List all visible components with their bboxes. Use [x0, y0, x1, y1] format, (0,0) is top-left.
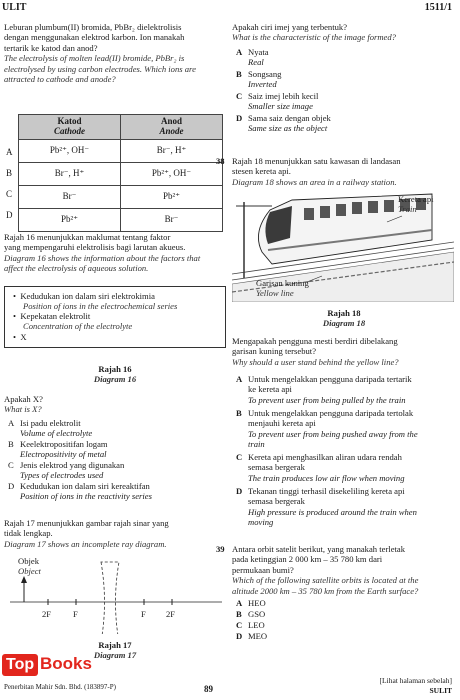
q-electrolysis-intro: Leburan plumbum(II) bromida, PbBr₂ dielektrolisis dengan menggunakan elektrod karbon. Ion manakah tertarik ke katod dan anod? The electrolysis of molten lead(II) bromide, PbBr₂ is electrolysed by using carbon electrodes. Which ions are attracted to cathode and anode? [4, 22, 196, 85]
object-arrow-head [21, 576, 27, 583]
box-item: • Kedudukan ion dalam siri elektrokimia Position of ions in the electrochemical series [13, 291, 178, 312]
table-row: Br⁻ Pb²⁺ [19, 185, 223, 208]
page-number: 89 [204, 684, 213, 694]
q38b-stem: Mengapakah pengguna mesti berdiri dibelakang garisan kuning tersebut? Why should a user stand behind the yellow line? [232, 336, 399, 367]
publisher-note: Penerbitan Mahir Sdn. Bhd. (183897-P) [4, 683, 116, 691]
footer-sulit: SULIT [429, 686, 452, 695]
table-row: Pb²⁺, OH⁻ Br⁻, H⁺ [19, 139, 223, 162]
col-cathode: Katod Cathode [19, 115, 121, 140]
train-label: Kereta api Train [398, 194, 434, 215]
q39-number: 39 [216, 544, 225, 554]
label-2f-left: 2F [42, 609, 52, 619]
q17-stem: Rajah 17 menunjukkan gambar rajah sinar yang tidak lengkap. Diagram 17 shows an incomplete ray diagram. [4, 518, 169, 549]
diagram16-caption: Rajah 16 Diagram 16 [93, 364, 137, 385]
concave-lens [101, 562, 119, 634]
yellow-line-label: Garisan kuning Yellow line [256, 278, 309, 299]
table-row: Br⁻, H⁺ Pb²⁺, OH⁻ [19, 162, 223, 185]
option-label-a: A [6, 147, 13, 157]
q16-stem: Rajah 16 menunjukkan maklumat tentang faktor yang mempengaruhi elektrolisis bagi larutan akueus. Diagram 16 shows the information about the factors that affect the electrolysis of aqueous solution. [4, 232, 201, 274]
image-options: A Nyata Real B Songsang Inverted C Saiz imej lebih kecil Smaller size image D Sama saiz dengan objek Same size as the object [236, 47, 331, 134]
ion-options-table [18, 114, 223, 232]
topbooks-logo: Top Books [0, 650, 120, 682]
box-item: • Kepekatan elektrolit Concentration of the electrolyte [13, 311, 133, 332]
diagram17-caption: Rajah 17 Diagram 17 [93, 640, 137, 661]
q-x-stem: Apakah X? What is X? [4, 394, 43, 415]
header-code: 1511/1 [424, 2, 452, 13]
header-left: ULIT [2, 2, 27, 13]
label-f-left: F [73, 609, 78, 619]
q38-options: A Untuk mengelakkan pengguna daripada tertarik ke kereta api To prevent user from being pulled by the train B Untuk mengelakkan pengguna daripada tertolak menjauhi kereta api To prevent user from being pushed away from the train C Kereta api menghasilkan aliran udara rendah semasa bergerak The train produces low air flow when moving D Tekanan tinggi terhasil disekeliling kereta api semasa bergerak High pressure is produced around the train when moving [236, 374, 418, 528]
q39-options: A HEO B GSO C LEO D MEO [236, 598, 268, 641]
option-label-b: B [6, 168, 13, 178]
option-label-c: C [6, 189, 13, 199]
q39-stem: Antara orbit satelit berikut, yang manakah terletak pada ketinggian 2 000 km – 35 780 km dari permukaan bumi? Which of the following satellite orbits is located at the altitude 2000 km – 35 780 km from the Earth surface? [232, 544, 419, 596]
label-2f-right: 2F [166, 609, 176, 619]
box-item: • X [13, 332, 27, 342]
col-anode: Anod Anode [121, 115, 223, 140]
q-image-stem: Apakah ciri imej yang terbentuk? What is the characteristic of the image formed? [232, 22, 396, 43]
diagram18-caption: Rajah 18 Diagram 18 [322, 308, 366, 329]
label-f-right: F [141, 609, 146, 619]
q38-stem: Rajah 18 menunjukkan satu kawasan di landasan stesen kereta api. Diagram 18 shows an area in a railway station. [232, 156, 401, 187]
object-label: Objek Object [18, 556, 41, 577]
next-page-note: [Lihat halaman sebelah] [379, 676, 452, 685]
table-row: Pb²⁺ Br⁻ [19, 208, 223, 231]
x-options: A Isi padu elektrolit Volume of electrolyte B Keelektropositifan logam Electropositivity of metal C Jenis elektrod yang digunakan Types of electrodes used D Kedudukan ion dalam siri kereaktifan Position of ions in the reactivity series [8, 418, 152, 502]
diagram16-box [4, 286, 226, 348]
option-label-d: D [6, 210, 13, 220]
q38-number: 38 [216, 156, 225, 166]
